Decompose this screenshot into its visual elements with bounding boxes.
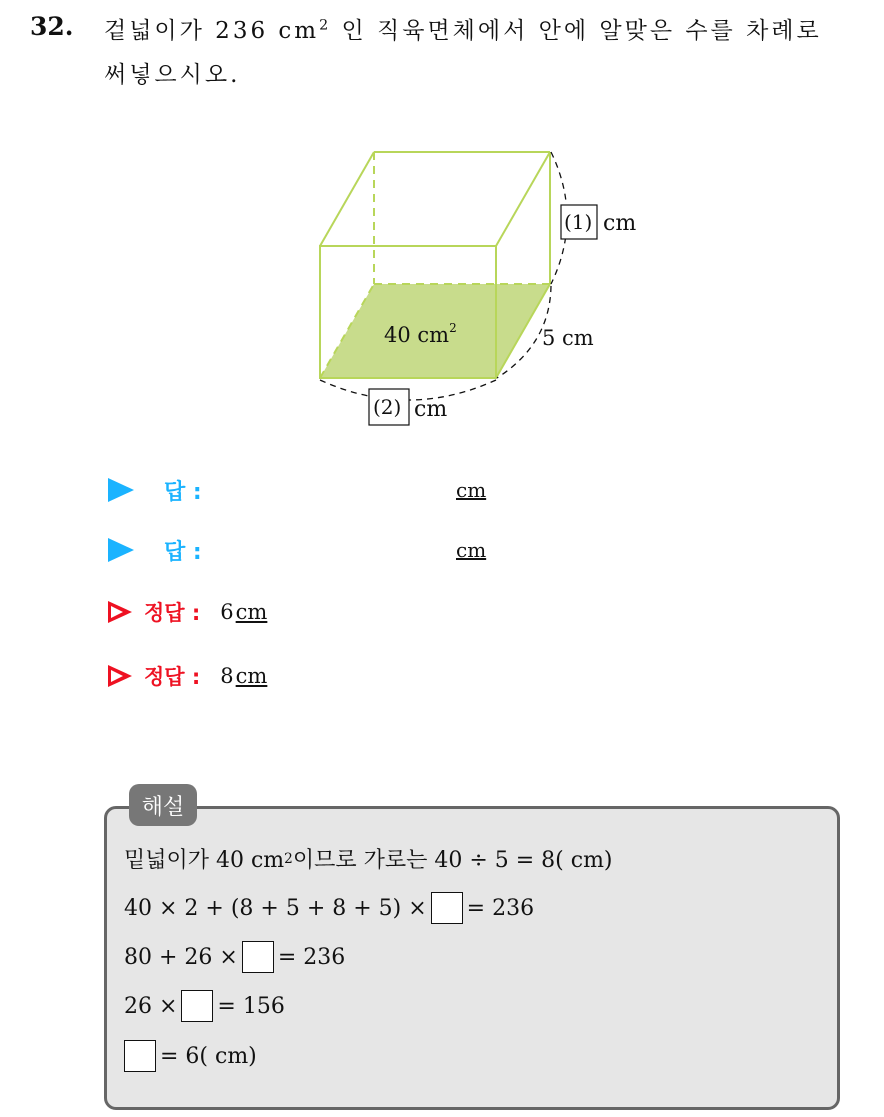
correct-number: 6: [220, 600, 234, 624]
cuboid-figure: [0, 0, 884, 440]
edge-top-right: [496, 152, 550, 246]
superscript: 2: [319, 17, 332, 34]
correct-unit: cm: [235, 664, 268, 688]
height-blank-label: (1): [564, 210, 593, 234]
red-triangle-outline-icon: [108, 665, 132, 687]
width-unit: cm: [414, 397, 448, 422]
correct-row-2: [108, 658, 267, 694]
explanation-text: 밑넓이가 40 cm: [124, 848, 285, 873]
explanation-tab: 해설: [129, 784, 197, 826]
explanation-text: = 236: [277, 944, 346, 970]
explanation-text: 40 × 2 + (8 + 5 + 8 + 5) ×: [124, 895, 427, 921]
width-blank-label: (2): [373, 395, 402, 419]
question-text-line2: 써넣으시오.: [104, 62, 241, 88]
blue-triangle-icon: [108, 538, 134, 562]
red-triangle-outline-icon: [108, 601, 132, 623]
explanation-text: 이므로 가로는 40 ÷ 5 = 8( cm): [292, 848, 613, 873]
blank-box: [181, 990, 213, 1022]
question-text-part: 겉넓이가 236 cm: [104, 18, 320, 44]
correct-row-1: [108, 594, 267, 630]
depth-label: 5 cm: [542, 326, 594, 350]
blue-triangle-icon: [108, 478, 134, 502]
explanation-text: 26 ×: [124, 993, 178, 1019]
explanation-line-2: [124, 892, 534, 924]
explanation-line-4: [124, 990, 285, 1022]
explanation-line-1: [124, 843, 613, 874]
explanation-text: = 6( cm): [160, 1043, 257, 1069]
correct-label: 정답 :: [144, 601, 201, 625]
correct-value: [220, 664, 267, 688]
answer-label: 답 :: [164, 539, 202, 565]
correct-unit: cm: [235, 600, 268, 624]
correct-label: 정답 :: [144, 665, 201, 689]
explanation-line-3: [124, 941, 345, 973]
blank-box: [124, 1040, 156, 1072]
superscript: 2: [284, 850, 293, 867]
answer-row-1: [108, 472, 202, 508]
explanation-line-5: [124, 1040, 257, 1072]
answer-row-2: [108, 532, 202, 568]
height-unit: cm: [603, 211, 637, 236]
edge-top-left: [320, 152, 374, 246]
explanation-text: 80 + 26 ×: [124, 944, 238, 970]
blank-box: [242, 941, 274, 973]
correct-number: 8: [220, 664, 234, 688]
base-area-label: 40 $cm^2$: [384, 321, 457, 347]
answer-unit-2: cm: [456, 538, 487, 562]
answer-label: 답 :: [164, 479, 202, 505]
question-number: 32.: [30, 12, 74, 41]
question-text-part: 인 직육면체에서 안에 알맞은 수를 차례로: [331, 18, 822, 44]
correct-value: [220, 600, 267, 624]
explanation-text: = 236: [466, 895, 535, 921]
answer-unit-1: cm: [456, 478, 487, 502]
blank-box: [431, 892, 463, 924]
explanation-text: = 156: [217, 993, 285, 1019]
